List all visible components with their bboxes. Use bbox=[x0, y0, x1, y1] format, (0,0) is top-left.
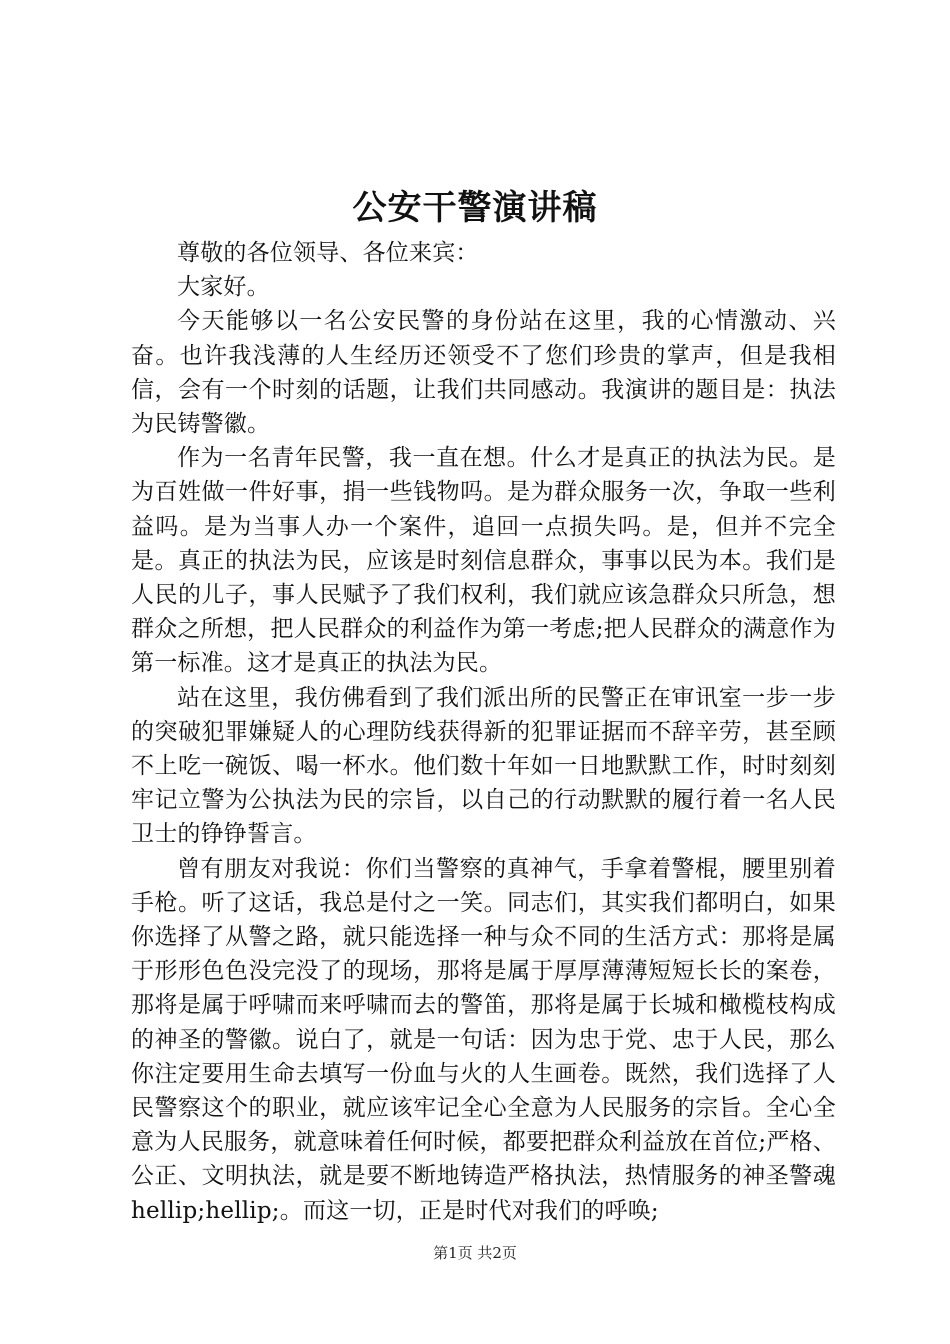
body-paragraph: 今天能够以一名公安民警的身份站在这里，我的心情激动、兴奋。也许我浅薄的人生经历还领受不了您们珍贵的掌声，但是我相信，会有一个时刻的话题，让我们共同感动。我演讲的题目是：执法为民铸警徽。 bbox=[131, 308, 836, 438]
body-paragraph: 作为一名青年民警，我一直在想。什么才是真正的执法为民。是为百姓做一件好事，捐一些钱物吗。是为群众服务一次，争取一些利益吗。是为当事人办一个案件，追回一点损失吗。是，但并不完全是。真正的执法为民，应该是时刻信息群众，事事以民为本。我们是人民的儿子，事人民赋予了我们权利，我们就应该急群众只所急，想群众之所想，把人民群众的利益作为第一考虑;把人民群众的满意作为第一标准。这才是真正的执法为民。 bbox=[131, 445, 836, 677]
document-title: 公安干警演讲稿 bbox=[352, 188, 598, 228]
greeting-paragraph: 大家好。 bbox=[177, 274, 270, 301]
body-paragraph: 曾有朋友对我说：你们当警察的真神气，手拿着警棍，腰里别着手枪。听了这话，我总是付之一笑。同志们，其实我们都明白，如果你选择了从警之路，就只能选择一种与众不同的生活方式：那将是属于形形色色没完没了的现场，那将是属于厚厚薄薄短短长长的案卷，那将是属于呼啸而来呼啸而去的警笛，那将是属于长城和橄榄枝构成的神圣的警徽。说白了，就是一句话：因为忠于党、忠于人民，那么你注定要用生命去填写一份血与火的人生画卷。既然，我们选择了人民警察这个的职业，就应该牢记全心全意为人民服务的宗旨。全心全意为人民服务，就意味着任何时候，都要把群众利益放在首位;严格、公正、文明执法，就是要不断地铸造严格执法，热情服务的神圣警魂hellip;hellip;。而这一切，正是时代对我们的呼唤; bbox=[131, 855, 836, 1224]
document-body bbox=[131, 236, 836, 1228]
page-number-footer: 第1页 共2页 bbox=[433, 1244, 517, 1262]
body-paragraph: 站在这里，我仿佛看到了我们派出所的民警正在审讯室一步一步的突破犯罪嫌疑人的心理防线获得新的犯罪证据而不辞辛劳，甚至顾不上吃一碗饭、喝一杯水。他们数十年如一日地默默工作，时时刻刻牢记立警为公执法为民的宗旨，以自己的行动默默的履行着一名人民卫士的铮铮誓言。 bbox=[131, 684, 836, 848]
salutation-paragraph: 尊敬的各位领导、各位来宾： bbox=[177, 240, 479, 266]
